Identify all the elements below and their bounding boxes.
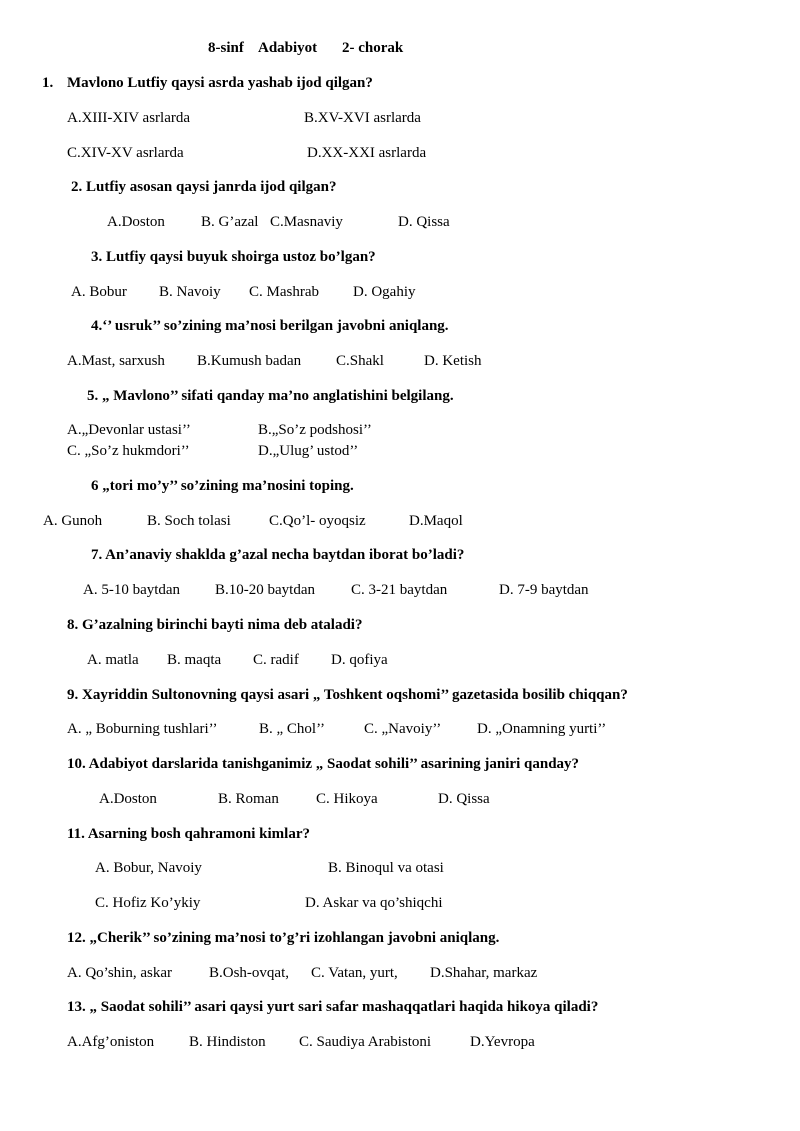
answer-option[interactable]: A.Doston <box>107 214 165 230</box>
header-subject: Adabiyot <box>258 40 318 56</box>
answer-option[interactable]: C. „Navoiy’’ <box>364 721 442 737</box>
question-text: 7. An’anaviy shaklda g’azal necha baytdan iborat bo’ladi? <box>91 547 465 563</box>
answer-option[interactable]: B.Osh-ovqat, <box>209 965 289 981</box>
question-text: 11. Asarning bosh qahramoni kimlar? <box>67 826 310 842</box>
answer-option[interactable]: C. radif <box>253 652 299 668</box>
answer-option[interactable]: A. „ Boburning tushlari’’ <box>67 721 218 737</box>
answer-option[interactable]: B.10-20 baytdan <box>215 582 315 598</box>
answer-option[interactable]: D. Qissa <box>398 214 450 230</box>
question-text: 8. G’azalning birinchi bayti nima deb ataladi? <box>67 617 363 633</box>
answer-option[interactable]: D. Ketish <box>424 353 482 369</box>
answer-option[interactable]: D. qofiya <box>331 652 388 668</box>
answer-option[interactable]: B. „ Chol’’ <box>259 721 325 737</box>
answer-option[interactable]: A.XIII-XIV asrlarda <box>67 110 191 126</box>
answer-option[interactable]: D. „Onamning yurti’’ <box>477 721 607 737</box>
answer-option[interactable]: B.„So’z podshosi’’ <box>258 422 372 438</box>
question-text: 6 „tori mo’y’’ so’zining ma’nosini toping. <box>91 478 354 494</box>
answer-option[interactable]: B. maqta <box>167 652 222 668</box>
answer-option[interactable]: B. Binoqul va otasi <box>328 860 444 876</box>
answer-option[interactable]: C. Vatan, yurt, <box>311 965 398 981</box>
answer-option[interactable]: B.Kumush badan <box>197 353 302 369</box>
answer-option[interactable]: D. Askar va qo’shiqchi <box>305 895 443 911</box>
answer-option[interactable]: C. Hikoya <box>316 791 378 807</box>
answer-option[interactable]: C.Qo’l- oyoqsiz <box>269 513 366 529</box>
header-quarter: 2- chorak <box>342 40 404 56</box>
question-text: 10. Adabiyot darslarida tanishganimiz „ Saodat sohili’’ asarining janiri qanday? <box>67 756 580 772</box>
answer-option[interactable]: B. Roman <box>218 791 279 807</box>
answer-option[interactable]: D.Yevropa <box>470 1034 535 1050</box>
question-text: 4.‘’ usruk’’ so’zining ma’nosi berilgan javobni aniqlang. <box>91 318 449 334</box>
answer-option[interactable]: A.„Devonlar ustasi’’ <box>67 422 191 438</box>
answer-option[interactable]: B. Soch tolasi <box>147 513 231 529</box>
answer-option[interactable]: B. Navoiy <box>159 284 221 300</box>
answer-option[interactable]: A. matla <box>87 652 139 668</box>
answer-option[interactable]: C. „So’z hukmdori’’ <box>67 443 190 459</box>
answer-option[interactable]: B. G’azal <box>201 214 259 230</box>
question-text: 2. Lutfiy asosan qaysi janrda ijod qilgan? <box>71 179 337 195</box>
question-text: 5. „ Mavlono’’ sifati qanday ma’no anglatishini belgilang. <box>87 388 454 404</box>
answer-option[interactable]: A. Bobur <box>71 284 127 300</box>
question-text: 3. Lutfiy qaysi buyuk shoirga ustoz bo’lgan? <box>91 249 376 265</box>
answer-option[interactable]: C.Shakl <box>336 353 384 369</box>
answer-option[interactable]: A. 5-10 baytdan <box>83 582 181 598</box>
answer-option[interactable]: C. 3-21 baytdan <box>351 582 448 598</box>
answer-option[interactable]: D. 7-9 baytdan <box>499 582 589 598</box>
answer-option[interactable]: A. Bobur, Navoiy <box>95 860 202 876</box>
answer-option[interactable]: A. Qo’shin, askar <box>67 965 172 981</box>
answer-option[interactable]: A.Doston <box>99 791 157 807</box>
answer-option[interactable]: C. Saudiya Arabistoni <box>299 1034 432 1050</box>
answer-option[interactable]: C.Masnaviy <box>270 214 343 230</box>
question-text: 12. „Cherik’’ so’zining ma’nosi to’g’ri izohlangan javobni aniqlang. <box>67 930 500 946</box>
question-number: 1. <box>42 75 54 91</box>
question-text: 9. Xayriddin Sultonovning qaysi asari „ Toshkent oqshomi’’ gazetasida bosilib chiqqan? <box>67 687 628 703</box>
answer-option[interactable]: D. Qissa <box>438 791 490 807</box>
answer-option[interactable]: D.Maqol <box>409 513 463 529</box>
answer-option[interactable]: A.Mast, sarxush <box>67 353 165 369</box>
header-class: 8-sinf <box>208 40 244 56</box>
question-text: Mavlono Lutfiy qaysi asrda yashab ijod qilgan? <box>67 75 373 91</box>
answer-option[interactable]: D.„Ulug’ ustod’’ <box>258 443 359 459</box>
answer-option[interactable]: C.XIV-XV asrlarda <box>67 145 184 161</box>
answer-option[interactable]: A.Afg’oniston <box>67 1034 155 1050</box>
answer-option[interactable]: B.XV-XVI asrlarda <box>304 110 421 126</box>
answer-option[interactable]: C. Mashrab <box>249 284 319 300</box>
answer-option[interactable]: D.Shahar, markaz <box>430 965 538 981</box>
answer-option[interactable]: A. Gunoh <box>43 513 103 529</box>
answer-option[interactable]: D. Ogahiy <box>353 284 416 300</box>
answer-option[interactable]: D.XX-XXI asrlarda <box>307 145 427 161</box>
answer-option[interactable]: B. Hindiston <box>189 1034 266 1050</box>
question-text: 13. „ Saodat sohili’’ asari qaysi yurt sari safar mashaqqatlari haqida hikoya qiladi? <box>67 999 599 1015</box>
answer-option[interactable]: C. Hofiz Ko’ykiy <box>95 895 201 911</box>
